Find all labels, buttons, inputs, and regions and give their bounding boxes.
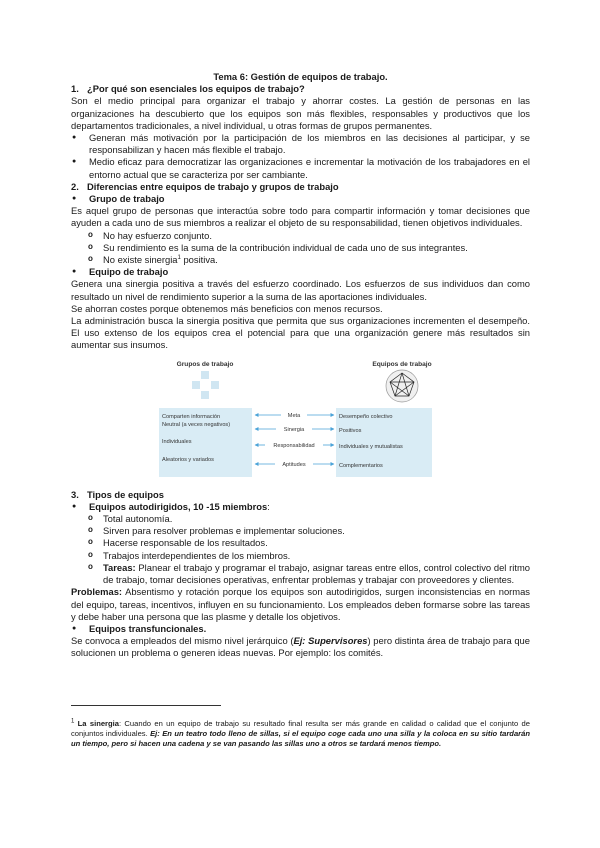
- equipo-heading: ● Equipo de trabajo: [71, 266, 530, 278]
- group-squares-icon: [192, 371, 219, 399]
- team-network-icon: [386, 370, 418, 402]
- footnote-ref[interactable]: 1: [177, 254, 181, 261]
- equipo-paragraph: Genera una sinergia positiva a través del esfuerzo coordinado. Los esfuerzos de sus individuos dan como resultado un nivel de rendimiento superior a la suma de las aportaciones individuales.: [71, 278, 530, 302]
- right-item: Positivos: [339, 427, 362, 434]
- middle-item: Sinergia: [283, 426, 305, 433]
- footnote: $^1$ La sinergia: Cuando en un equipo de trabajo su resultado final resulta ser más grande en calidad o calidad que el conjunto de conjuntos individuales. Ej: En un teatro todo lleno de sillas, si el equipo coge cada uno una silla y la coloca en su sitio tardarán un tiempo, pero si hacen una cadena y se van pasando las sillas uno a otros se tardará menos tiempo.: [71, 718, 530, 748]
- trans-heading: ● Equipos transfuncionales.: [71, 623, 530, 635]
- grupo-item: o No existe sinergia$^1$ positiva.: [71, 254, 530, 266]
- middle-item: Aptitudes: [282, 461, 306, 468]
- grupo-paragraph: Es aquel grupo de personas que interactúa sobre todo para compartir información y tomar decisiones que ayuden a cada uno de sus miembros a realizar el objeto de su responsabilidad, tienen objetivos individuales.: [71, 205, 530, 229]
- document-page: [71, 71, 530, 660]
- section-1-bullet: ● Medio eficaz para democratizar las organizaciones e incrementar la motivación de los trabajadores en el entorno actual que se caracteriza por ser cambiante.: [71, 156, 530, 180]
- right-item: Desempeño colectivo: [339, 413, 393, 420]
- auto-item: o Total autonomía.: [71, 513, 530, 525]
- right-item: Complementarios: [339, 462, 383, 469]
- right-title: Equipos de trabajo: [372, 360, 432, 368]
- footnote-divider: [71, 705, 221, 706]
- section-1-paragraph: Son el medio principal para organizar el trabajo y ahorrar costes. La gestión de personas en las organizaciones ha descubierto que los equipos son más flexibles, responsables y productivos que los departamentos tradicionales, a nivel individual, u otras formas de grupos permanentes.: [71, 95, 530, 131]
- auto-item: o Trabajos interdependientes de los miembros.: [71, 550, 530, 562]
- middle-item: Meta: [287, 412, 301, 419]
- document-title: Tema 6: Gestión de equipos de trabajo.: [213, 71, 388, 82]
- problemas-paragraph: Problemas: Absentismo y rotación porque los equipos son autodirigidos, surgen inconsistencias en normas del equipo, tareas, incentivos, influyen en su funcionamiento. Los empleados deben formarse sobre las tareas y debe haber una persona que las plasme y detalle los objetivos.: [71, 586, 530, 622]
- tareas-item: o Tareas: Planear el trabajo y programar el trabajo, asignar tareas entre ellos, control colectivo del ritmo de trabajo, tomar decisiones operativas, enfrentar problemas y trabajar con proveedores y clientes.: [71, 562, 530, 586]
- grupo-item: o Su rendimiento es la suma de la contribución individual de cada uno de sus integrantes.: [71, 242, 530, 254]
- middle-item: Responsabilidad: [273, 442, 315, 449]
- left-item: Aleatorios y variados: [162, 456, 214, 463]
- trans-paragraph: Se convoca a empleados del mismo nivel jerárquico (Ej: Supervisores) pero distinta área de trabajo para que solucionen un problema o generen ideas nuevas. Por ejemplo: los comités.: [71, 635, 530, 659]
- left-item: Neutral (a veces negativos): [162, 421, 231, 428]
- comparison-diagram: [159, 357, 449, 484]
- grupo-heading: ● Grupo de trabajo: [71, 193, 530, 205]
- equipo-paragraph: Se ahorran costes porque obtenemos más beneficios con menos recursos.: [71, 302, 383, 314]
- auto-item: o Sirven para resolver problemas e implementar soluciones.: [71, 525, 530, 537]
- comparison-figure: [159, 357, 449, 484]
- left-title: Grupos de trabajo: [176, 360, 234, 368]
- section-2-heading: 2. Diferencias entre equipos de trabajo y grupos de trabajo: [71, 180, 339, 192]
- right-item: Individuales y mutualistas: [339, 443, 403, 450]
- section-1-bullet: ● Generan más motivación por la participación de los miembros en las decisiones al participar, y se responsabilizan y hacen más flexible el trabajo.: [71, 132, 530, 156]
- section-3-heading: 3. Tipos de equipos: [71, 488, 164, 500]
- section-1-heading: 1. ¿Por qué son esenciales los equipos de trabajo?: [71, 83, 305, 95]
- grupo-item: o No hay esfuerzo conjunto.: [71, 230, 530, 242]
- left-item: Comparten información: [162, 413, 221, 420]
- equipo-paragraph: La administración busca la sinergia positiva que permita que sus organizaciones incrementen el desempeño. El uso extenso de los equipos crea el potencial para que una organización genere más resultados sin aumentar sus insumos.: [71, 315, 530, 351]
- left-item: Individuales: [162, 438, 192, 445]
- auto-item: o Hacerse responsable de los resultados.: [71, 537, 530, 549]
- auto-heading: ● Equipos autodirigidos, 10 -15 miembros:: [71, 501, 530, 513]
